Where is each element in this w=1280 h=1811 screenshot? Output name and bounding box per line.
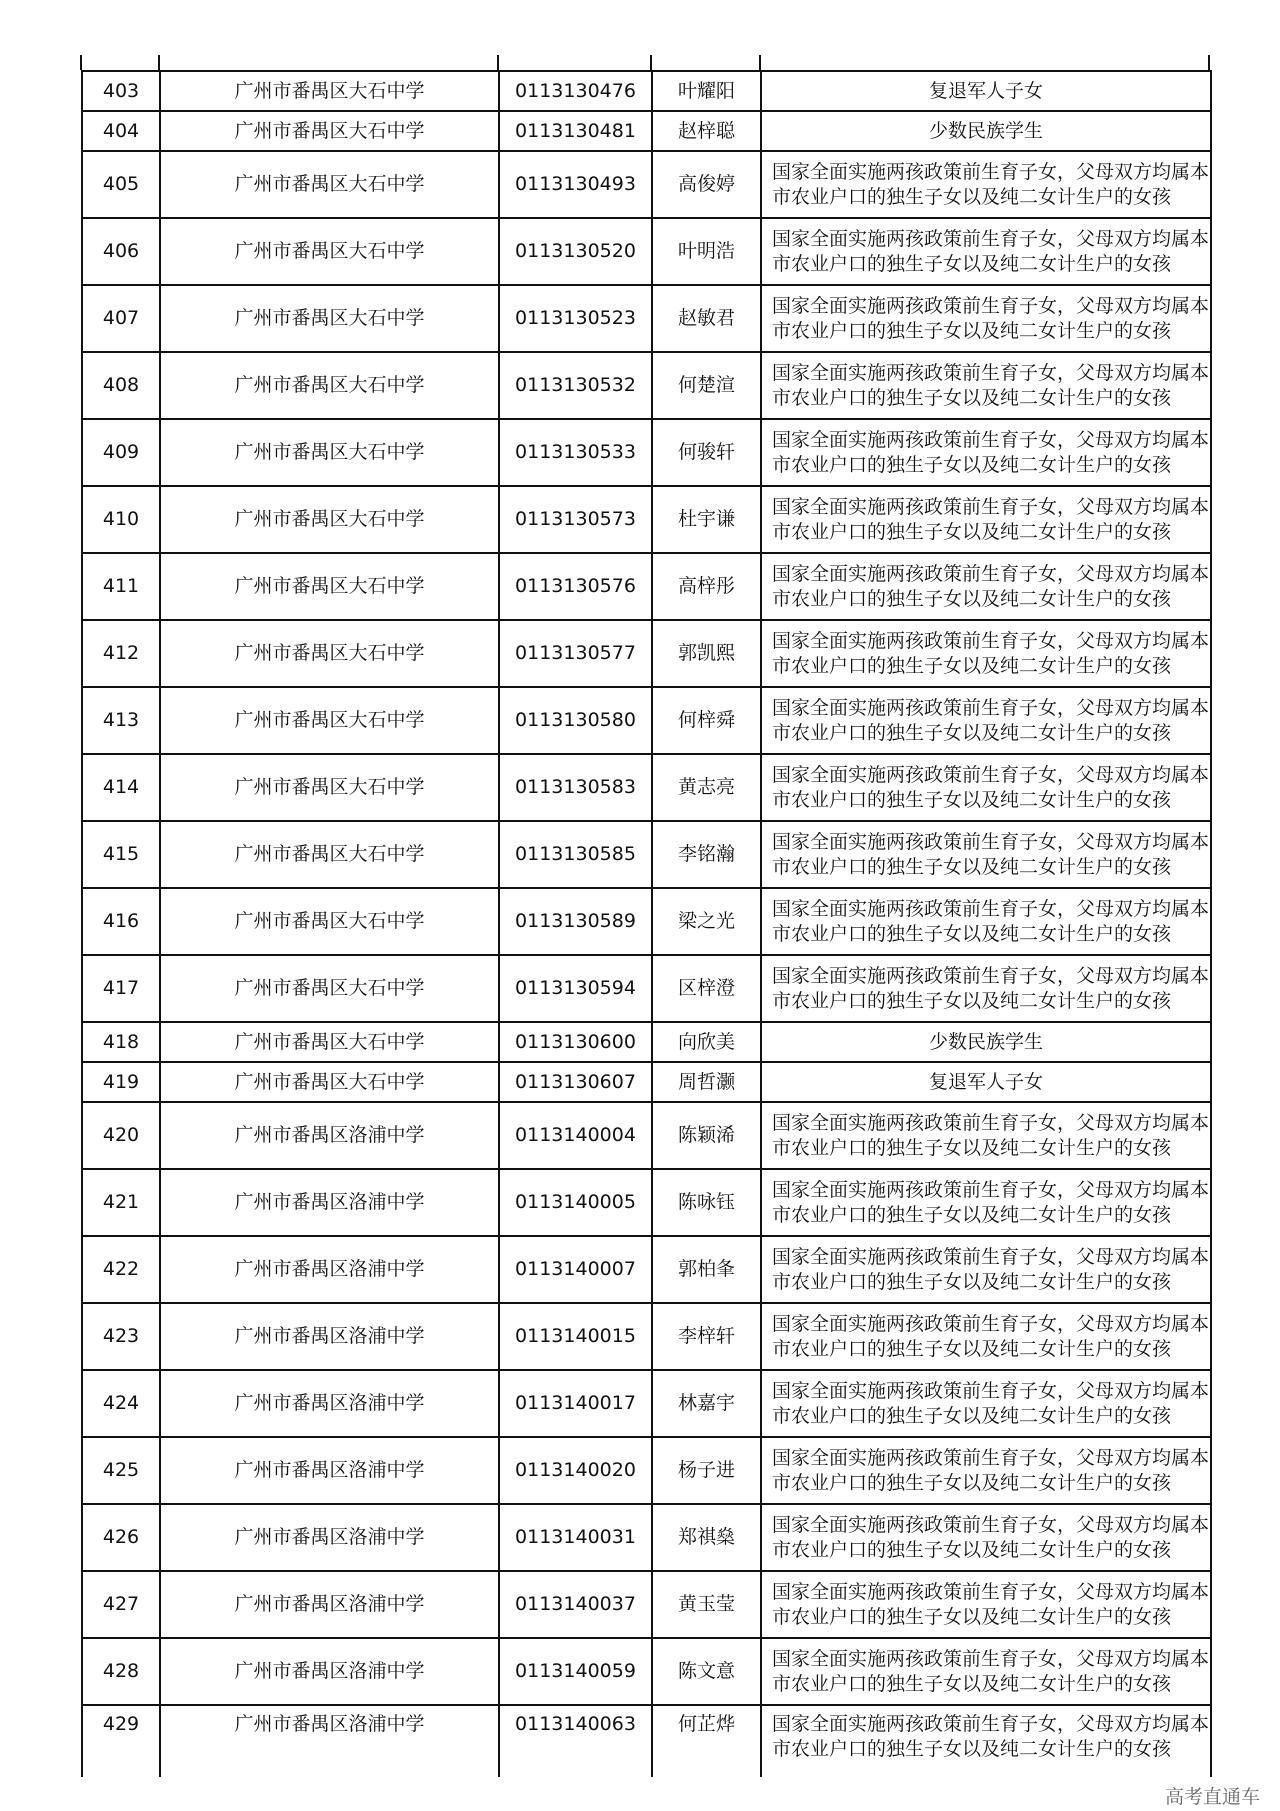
category-cell: 复退军人子女	[761, 1062, 1211, 1102]
table-row	[82, 888, 1211, 955]
row-number-cell: 411	[82, 553, 160, 620]
table-row	[82, 151, 1211, 218]
student-name-cell: 高梓彤	[652, 553, 761, 620]
category-cell: 国家全面实施两孩政策前生育子女，父母双方均属本市农业户口的独生子女以及纯二女计生户的女孩	[761, 821, 1211, 888]
school-name-cell: 广州市番禺区大石中学	[160, 620, 499, 687]
student-id-cell: 0113140017	[499, 1370, 652, 1437]
category-cell: 国家全面实施两孩政策前生育子女，父母双方均属本市农业户口的独生子女以及纯二女计生户的女孩	[761, 1504, 1211, 1571]
table-row	[82, 71, 1211, 111]
category-cell: 国家全面实施两孩政策前生育子女，父母双方均属本市农业户口的独生子女以及纯二女计生户的女孩	[761, 754, 1211, 821]
category-cell: 国家全面实施两孩政策前生育子女，父母双方均属本市农业户口的独生子女以及纯二女计生户的女孩	[761, 1303, 1211, 1370]
column-divider	[158, 55, 160, 70]
school-name-cell: 广州市番禺区大石中学	[160, 419, 499, 486]
student-name-cell: 何骏轩	[652, 419, 761, 486]
student-id-cell: 0113140004	[499, 1102, 652, 1169]
category-cell: 国家全面实施两孩政策前生育子女，父母双方均属本市农业户口的独生子女以及纯二女计生户的女孩	[761, 419, 1211, 486]
row-number-cell: 422	[82, 1236, 160, 1303]
category-cell: 复退军人子女	[761, 71, 1211, 111]
student-name-cell: 陈咏钰	[652, 1169, 761, 1236]
student-name-cell: 叶耀阳	[652, 71, 761, 111]
school-name-cell: 广州市番禺区大石中学	[160, 111, 499, 151]
school-name-cell: 广州市番禺区洛浦中学	[160, 1571, 499, 1638]
school-name-cell: 广州市番禺区大石中学	[160, 71, 499, 111]
student-id-cell: 0113130533	[499, 419, 652, 486]
category-cell: 国家全面实施两孩政策前生育子女，父母双方均属本市农业户口的独生子女以及纯二女计生户的女孩	[761, 352, 1211, 419]
category-cell: 国家全面实施两孩政策前生育子女，父母双方均属本市农业户口的独生子女以及纯二女计生户的女孩	[761, 1169, 1211, 1236]
row-number-cell: 410	[82, 486, 160, 553]
student-name-cell: 黄玉莹	[652, 1571, 761, 1638]
student-name-cell: 区梓澄	[652, 955, 761, 1022]
school-name-cell: 广州市番禺区洛浦中学	[160, 1437, 499, 1504]
school-name-cell: 广州市番禺区大石中学	[160, 1022, 499, 1062]
school-name-cell: 广州市番禺区大石中学	[160, 821, 499, 888]
student-name-cell: 郑祺燊	[652, 1504, 761, 1571]
student-id-cell: 0113140015	[499, 1303, 652, 1370]
category-cell: 国家全面实施两孩政策前生育子女，父母双方均属本市农业户口的独生子女以及纯二女计生户的女孩	[761, 1370, 1211, 1437]
student-name-cell: 高俊婷	[652, 151, 761, 218]
school-name-cell: 广州市番禺区大石中学	[160, 888, 499, 955]
category-cell: 国家全面实施两孩政策前生育子女，父母双方均属本市农业户口的独生子女以及纯二女计生户的女孩	[761, 687, 1211, 754]
table-row	[82, 1303, 1211, 1370]
table-row	[82, 1236, 1211, 1303]
table-row	[82, 352, 1211, 419]
column-divider	[650, 55, 652, 70]
row-number-cell: 415	[82, 821, 160, 888]
category-cell: 国家全面实施两孩政策前生育子女，父母双方均属本市农业户口的独生子女以及纯二女计生户的女孩	[761, 218, 1211, 285]
student-name-cell: 向欣美	[652, 1022, 761, 1062]
row-number-cell: 426	[82, 1504, 160, 1571]
row-number-cell: 406	[82, 218, 160, 285]
student-id-cell: 0113130573	[499, 486, 652, 553]
school-name-cell: 广州市番禺区大石中学	[160, 218, 499, 285]
category-cell: 国家全面实施两孩政策前生育子女，父母双方均属本市农业户口的独生子女以及纯二女计生户的女孩	[761, 1705, 1211, 1777]
student-list-table	[81, 70, 1212, 1777]
table-top-edge	[81, 55, 1210, 70]
row-number-cell: 413	[82, 687, 160, 754]
student-name-cell: 何楚渲	[652, 352, 761, 419]
table-row	[82, 1102, 1211, 1169]
school-name-cell: 广州市番禺区大石中学	[160, 151, 499, 218]
student-name-cell: 梁之光	[652, 888, 761, 955]
category-cell: 国家全面实施两孩政策前生育子女，父母双方均属本市农业户口的独生子女以及纯二女计生户的女孩	[761, 285, 1211, 352]
school-name-cell: 广州市番禺区大石中学	[160, 1062, 499, 1102]
row-number-cell: 409	[82, 419, 160, 486]
student-name-cell: 何芷烨	[652, 1705, 761, 1777]
school-name-cell: 广州市番禺区大石中学	[160, 352, 499, 419]
student-id-cell: 0113130607	[499, 1062, 652, 1102]
school-name-cell: 广州市番禺区大石中学	[160, 486, 499, 553]
row-number-cell: 429	[82, 1705, 160, 1777]
row-number-cell: 427	[82, 1571, 160, 1638]
watermark: 高考直通车	[1164, 1786, 1260, 1808]
category-cell: 国家全面实施两孩政策前生育子女，父母双方均属本市农业户口的独生子女以及纯二女计生户的女孩	[761, 553, 1211, 620]
table-row	[82, 1504, 1211, 1571]
student-name-cell: 黄志亮	[652, 754, 761, 821]
student-name-cell: 赵梓聪	[652, 111, 761, 151]
category-cell: 国家全面实施两孩政策前生育子女，父母双方均属本市农业户口的独生子女以及纯二女计生户的女孩	[761, 1102, 1211, 1169]
student-id-cell: 0113130585	[499, 821, 652, 888]
student-name-cell: 周哲灏	[652, 1062, 761, 1102]
school-name-cell: 广州市番禺区大石中学	[160, 687, 499, 754]
student-name-cell: 陈颖浠	[652, 1102, 761, 1169]
category-cell: 国家全面实施两孩政策前生育子女，父母双方均属本市农业户口的独生子女以及纯二女计生户的女孩	[761, 1571, 1211, 1638]
student-name-cell: 何梓舜	[652, 687, 761, 754]
student-name-cell: 赵敏君	[652, 285, 761, 352]
student-id-cell: 0113130576	[499, 553, 652, 620]
student-id-cell: 0113140063	[499, 1705, 652, 1777]
student-id-cell: 0113140005	[499, 1169, 652, 1236]
table-row	[82, 821, 1211, 888]
table-row	[82, 1571, 1211, 1638]
student-id-cell: 0113140031	[499, 1504, 652, 1571]
category-cell: 国家全面实施两孩政策前生育子女，父母双方均属本市农业户口的独生子女以及纯二女计生户的女孩	[761, 955, 1211, 1022]
student-id-cell: 0113130476	[499, 71, 652, 111]
column-divider	[759, 55, 761, 70]
row-number-cell: 417	[82, 955, 160, 1022]
category-cell: 国家全面实施两孩政策前生育子女，父母双方均属本市农业户口的独生子女以及纯二女计生户的女孩	[761, 1638, 1211, 1705]
school-name-cell: 广州市番禺区洛浦中学	[160, 1705, 499, 1777]
student-id-cell: 0113130580	[499, 687, 652, 754]
school-name-cell: 广州市番禺区洛浦中学	[160, 1169, 499, 1236]
category-cell: 国家全面实施两孩政策前生育子女，父母双方均属本市农业户口的独生子女以及纯二女计生户的女孩	[761, 1236, 1211, 1303]
table-row	[82, 1022, 1211, 1062]
column-divider	[1208, 55, 1210, 70]
student-name-cell: 陈文意	[652, 1638, 761, 1705]
student-id-cell: 0113140020	[499, 1437, 652, 1504]
category-cell: 少数民族学生	[761, 111, 1211, 151]
school-name-cell: 广州市番禺区洛浦中学	[160, 1638, 499, 1705]
row-number-cell: 428	[82, 1638, 160, 1705]
column-divider	[80, 55, 82, 70]
row-number-cell: 420	[82, 1102, 160, 1169]
table-row	[82, 553, 1211, 620]
school-name-cell: 广州市番禺区洛浦中学	[160, 1236, 499, 1303]
student-id-cell: 0113130493	[499, 151, 652, 218]
student-name-cell: 李梓轩	[652, 1303, 761, 1370]
student-id-cell: 0113130532	[499, 352, 652, 419]
student-name-cell: 林嘉宇	[652, 1370, 761, 1437]
table-row	[82, 1705, 1211, 1777]
school-name-cell: 广州市番禺区大石中学	[160, 955, 499, 1022]
student-id-cell: 0113130520	[499, 218, 652, 285]
school-name-cell: 广州市番禺区洛浦中学	[160, 1102, 499, 1169]
student-id-cell: 0113140059	[499, 1638, 652, 1705]
student-name-cell: 叶明浩	[652, 218, 761, 285]
row-number-cell: 403	[82, 71, 160, 111]
row-number-cell: 414	[82, 754, 160, 821]
school-name-cell: 广州市番禺区大石中学	[160, 285, 499, 352]
student-name-cell: 杜宇谦	[652, 486, 761, 553]
student-id-cell: 0113130583	[499, 754, 652, 821]
table-row	[82, 620, 1211, 687]
school-name-cell: 广州市番禺区洛浦中学	[160, 1303, 499, 1370]
table-row	[82, 1437, 1211, 1504]
category-cell: 国家全面实施两孩政策前生育子女，父母双方均属本市农业户口的独生子女以及纯二女计生户的女孩	[761, 1437, 1211, 1504]
table-row	[82, 486, 1211, 553]
table-row	[82, 1169, 1211, 1236]
table-row	[82, 1062, 1211, 1102]
student-name-cell: 郭柏夆	[652, 1236, 761, 1303]
school-name-cell: 广州市番禺区洛浦中学	[160, 1504, 499, 1571]
category-cell: 国家全面实施两孩政策前生育子女，父母双方均属本市农业户口的独生子女以及纯二女计生户的女孩	[761, 888, 1211, 955]
table-row	[82, 1638, 1211, 1705]
student-id-cell: 0113140037	[499, 1571, 652, 1638]
school-name-cell: 广州市番禺区洛浦中学	[160, 1370, 499, 1437]
row-number-cell: 419	[82, 1062, 160, 1102]
category-cell: 国家全面实施两孩政策前生育子女，父母双方均属本市农业户口的独生子女以及纯二女计生户的女孩	[761, 486, 1211, 553]
row-number-cell: 424	[82, 1370, 160, 1437]
row-number-cell: 421	[82, 1169, 160, 1236]
row-number-cell: 408	[82, 352, 160, 419]
student-name-cell: 李铭瀚	[652, 821, 761, 888]
row-number-cell: 412	[82, 620, 160, 687]
student-id-cell: 0113130481	[499, 111, 652, 151]
student-id-cell: 0113130523	[499, 285, 652, 352]
student-name-cell: 杨子进	[652, 1437, 761, 1504]
student-name-cell: 郭凯熙	[652, 620, 761, 687]
table-row	[82, 285, 1211, 352]
table-row	[82, 419, 1211, 486]
table-row	[82, 111, 1211, 151]
row-number-cell: 416	[82, 888, 160, 955]
column-divider	[497, 55, 499, 70]
row-number-cell: 425	[82, 1437, 160, 1504]
school-name-cell: 广州市番禺区大石中学	[160, 553, 499, 620]
table-row	[82, 687, 1211, 754]
table-row	[82, 955, 1211, 1022]
row-number-cell: 418	[82, 1022, 160, 1062]
student-id-cell: 0113140007	[499, 1236, 652, 1303]
student-id-cell: 0113130594	[499, 955, 652, 1022]
table-row	[82, 218, 1211, 285]
row-number-cell: 405	[82, 151, 160, 218]
row-number-cell: 423	[82, 1303, 160, 1370]
student-id-cell: 0113130589	[499, 888, 652, 955]
row-number-cell: 407	[82, 285, 160, 352]
row-number-cell: 404	[82, 111, 160, 151]
school-name-cell: 广州市番禺区大石中学	[160, 754, 499, 821]
student-id-cell: 0113130600	[499, 1022, 652, 1062]
category-cell: 少数民族学生	[761, 1022, 1211, 1062]
table-row	[82, 1370, 1211, 1437]
table-row	[82, 754, 1211, 821]
category-cell: 国家全面实施两孩政策前生育子女，父母双方均属本市农业户口的独生子女以及纯二女计生户的女孩	[761, 620, 1211, 687]
student-id-cell: 0113130577	[499, 620, 652, 687]
category-cell: 国家全面实施两孩政策前生育子女，父母双方均属本市农业户口的独生子女以及纯二女计生户的女孩	[761, 151, 1211, 218]
